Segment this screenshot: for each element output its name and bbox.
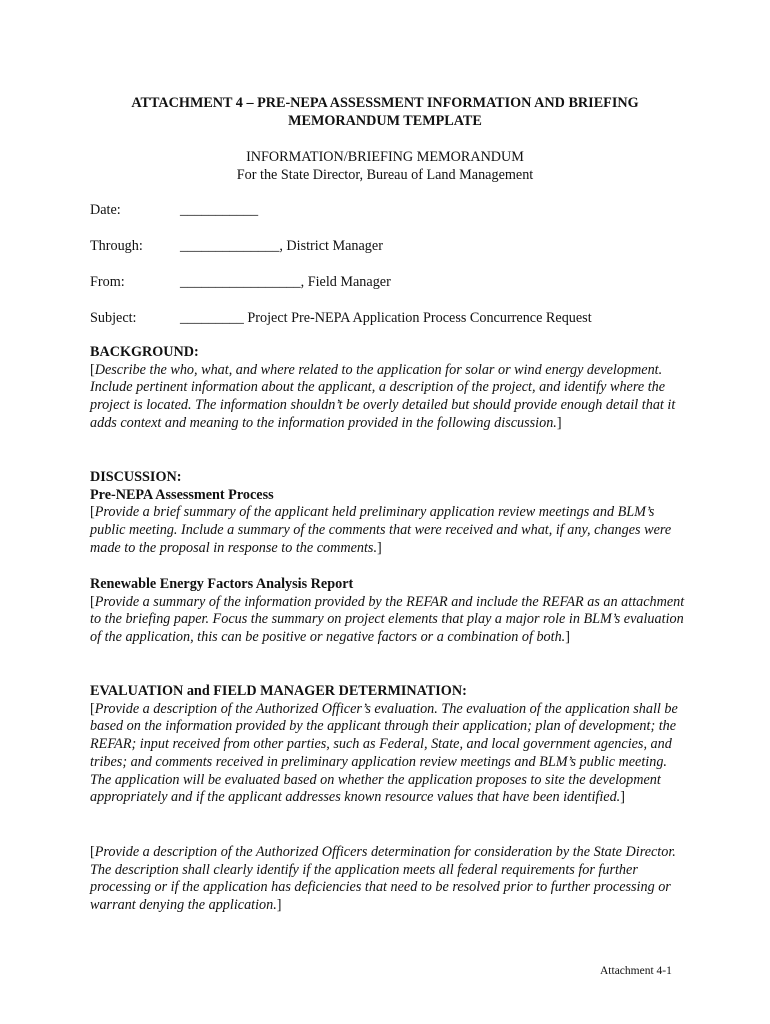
through-field[interactable]: ______________, District Manager — [180, 238, 383, 254]
determination-section — [90, 844, 690, 915]
evaluation-text-1: [Provide a description of the Authorized Officer’s evaluation. The evaluation of the application shall be based on the information provided by the applicant through their application; plan of development; the REFAR; input received from other parties, such as Federal, State, and local government agencies, and tribes; and comments received in preliminary application review meetings and BLM’s public meeting. The application will be evaluated based on whether the application proposes to site the development appropriately and if the applicant addresses known resource values that have been identified.] — [90, 700, 678, 806]
evaluation-heading: EVALUATION and FIELD MANAGER DETERMINATION: — [90, 683, 467, 699]
background-section — [90, 344, 690, 433]
background-heading: BACKGROUND: — [90, 344, 199, 360]
date-field[interactable]: ___________ — [180, 202, 259, 218]
date-label: Date: — [90, 202, 121, 218]
document-title-line-2: MEMORANDUM TEMPLATE — [288, 113, 482, 129]
background-text: [Describe the who, what, and where related to the application for solar or wind energy development. Include pertinent information about the applicant, a description of the project, and identify where the project is located. The information shouldn’t be overly detailed but should provide enough detail that it adds context and meaning to the information provided in the following discussion.] — [90, 361, 676, 431]
memo-for-line: For the State Director, Bureau of Land Management — [236, 167, 534, 183]
evaluation-section — [90, 683, 690, 807]
memo-type: INFORMATION/BRIEFING MEMORANDUM — [246, 149, 524, 165]
page-footer: Attachment 4-1 — [600, 965, 672, 977]
through-label: Through: — [90, 238, 143, 254]
pre-nepa-text: [Provide a brief summary of the applicant held preliminary application review meetings and BLM’s public meeting. Include a summary of the comments that were received and what, if any, changes were made to the proposal in response to the comments.] — [90, 504, 672, 556]
refar-text: [Provide a summary of the information provided by the REFAR and include the REFAR as an attachment to the briefing paper. Focus the summary on project elements that play a major role in BLM’s evaluation of the application, this can be positive or negative factors or a combination of both.] — [90, 593, 685, 646]
refar-heading: Renewable Energy Factors Analysis Report — [90, 576, 354, 592]
evaluation-text-2: [Provide a description of the Authorized Officers determination for consideration by the State Director. The description shall clearly identify if the application meets all federal requirements for further processing or if the application has deficiencies that need to be resolved prior to further processing or warrant denying the application.] — [90, 844, 676, 914]
subject-label: Subject: — [90, 310, 137, 326]
from-field[interactable]: _________________, Field Manager — [180, 274, 391, 290]
subject-field[interactable]: _________ Project Pre-NEPA Application Process Concurrence Request — [180, 310, 592, 326]
discussion-heading: DISCUSSION: — [90, 469, 182, 485]
from-label: From: — [90, 274, 125, 290]
document-title-line-1: ATTACHMENT 4 – PRE-NEPA ASSESSMENT INFORMATION AND BRIEFING — [131, 95, 639, 111]
discussion-section — [90, 469, 690, 558]
refar-section — [90, 576, 690, 647]
pre-nepa-heading: Pre-NEPA Assessment Process — [90, 486, 274, 503]
